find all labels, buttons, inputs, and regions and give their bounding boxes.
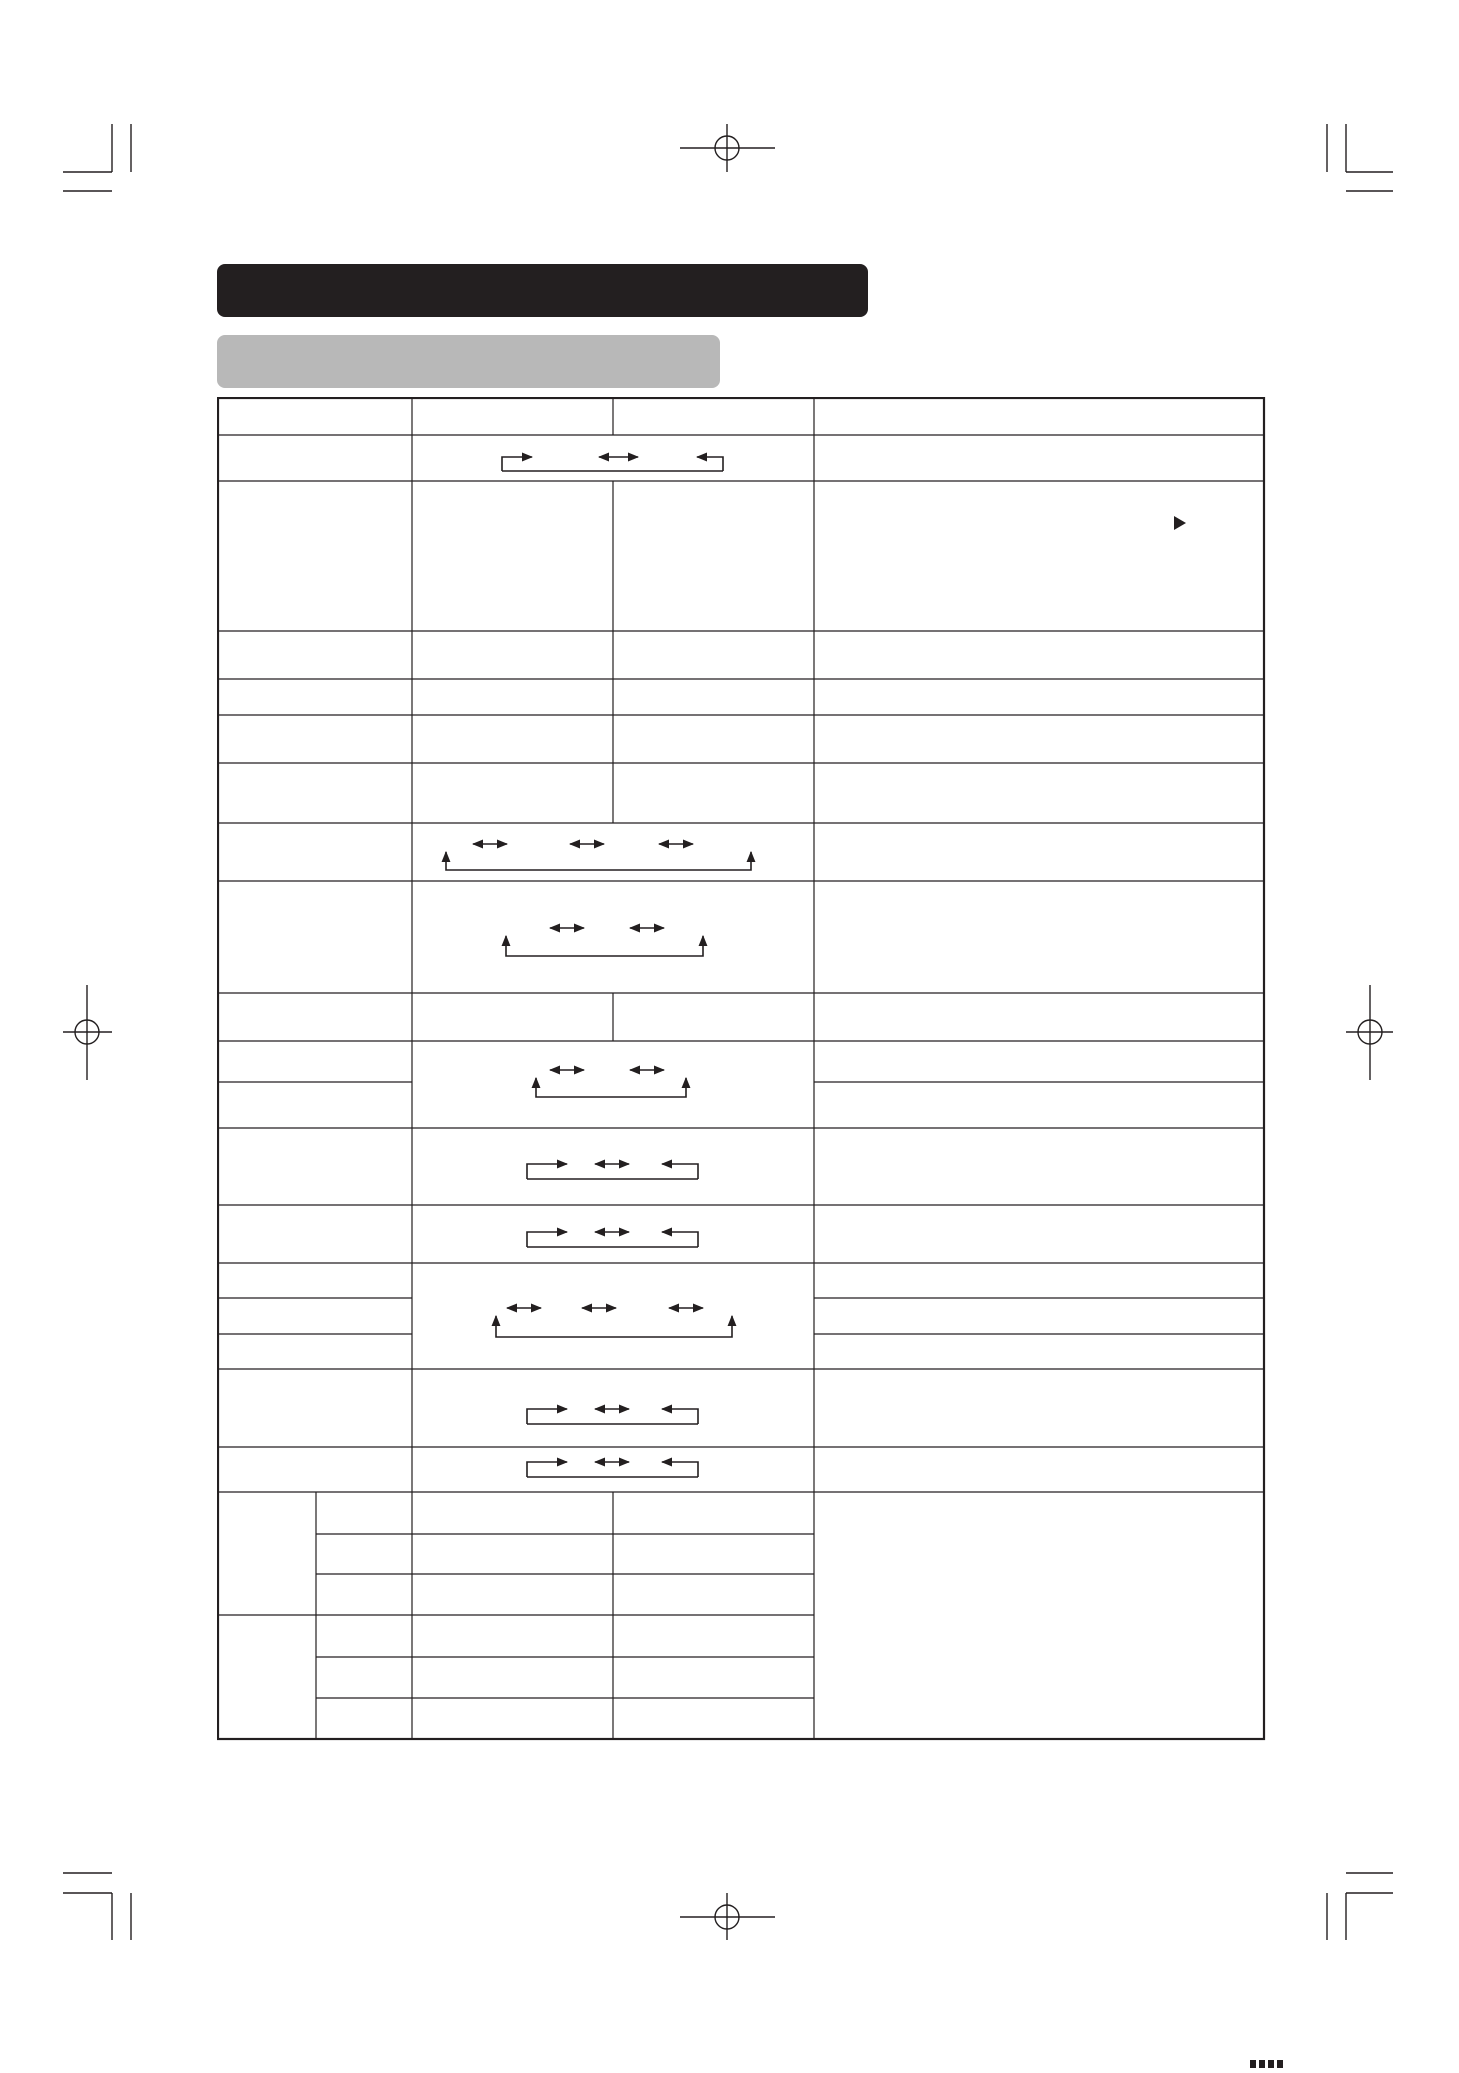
bidirectional-arrow-icon bbox=[446, 844, 751, 870]
cycle-arrow-bracket-icon bbox=[502, 457, 723, 471]
footer-marks bbox=[1250, 2055, 1370, 2065]
return-arrow-bracket-icon bbox=[527, 1462, 698, 1477]
settings-table bbox=[217, 397, 1267, 1742]
bidirectional-arrow-icon bbox=[496, 1308, 732, 1337]
cycle-arrow-bracket-icon bbox=[527, 1232, 698, 1247]
table-border bbox=[218, 398, 1264, 1739]
play-triangle-icon bbox=[1174, 516, 1186, 530]
bidirectional-arrow-icon bbox=[536, 1070, 686, 1097]
section-subtitle-bar bbox=[217, 335, 720, 388]
return-arrow-bracket-icon bbox=[527, 1409, 698, 1424]
bidirectional-arrow-icon bbox=[506, 928, 703, 956]
section-title-bar bbox=[217, 264, 868, 317]
cycle-arrow-bracket-icon bbox=[527, 1164, 698, 1179]
